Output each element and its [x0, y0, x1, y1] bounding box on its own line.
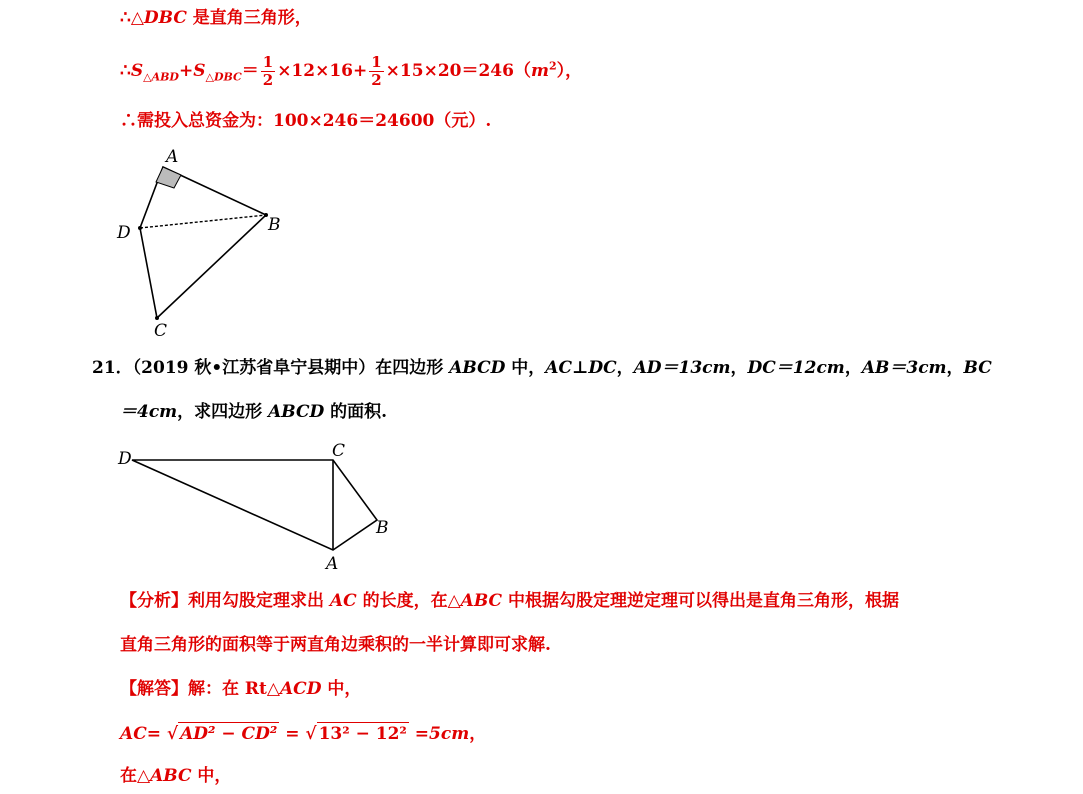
- var-abc: ABC: [150, 766, 192, 786]
- label-b: B: [268, 215, 281, 235]
- line2-end: ），: [556, 61, 583, 81]
- var-acd: ACD: [279, 679, 322, 699]
- analysis-text-2: 的长度，在△: [356, 591, 461, 611]
- problem-source: （2019 秋•江苏省阜宁县期中）: [132, 358, 376, 378]
- sqrt-expression-1: √ AD² − CD²: [166, 724, 278, 744]
- sqrt-expression-2: √ 13² − 12²: [305, 724, 407, 744]
- line1-suffix: 是直角三角形，: [186, 8, 312, 28]
- formula-equals-2: =: [285, 724, 300, 744]
- label-c: C: [154, 321, 168, 340]
- cond-bc: BC: [963, 358, 992, 378]
- figure1-outline: [140, 167, 266, 318]
- answer-line-1: [120, 678, 361, 700]
- formula-result: =5cm: [414, 724, 470, 744]
- radicand-2: 13² − 12²: [318, 724, 407, 744]
- point-c: [155, 316, 159, 320]
- answer-formula-line: [120, 722, 486, 745]
- analysis-text-4: 直角三角形的面积等于两直角边乘积的一半计算即可求解.: [120, 635, 551, 655]
- fraction-half-2: [369, 54, 383, 89]
- answer-text-1: 解：在 Rt△: [188, 679, 280, 699]
- var-abcd: ABCD: [268, 402, 325, 422]
- fraction-half-1: [261, 54, 275, 89]
- problem-question-end: 的面积.: [324, 402, 388, 422]
- sep: ，: [616, 358, 634, 378]
- analysis-line-1: [120, 590, 899, 612]
- area-s2: S: [193, 61, 206, 81]
- unit-m: m: [530, 61, 549, 81]
- problem-21-line-2: [120, 401, 387, 423]
- label-d: D: [117, 223, 131, 243]
- formula-ac: AC: [120, 724, 147, 744]
- formula-equals: =: [146, 724, 161, 744]
- area-s1-sub: △ABD: [143, 70, 179, 84]
- total-funds-line: ∴需投入总资金为：100×246＝24600（元）.: [120, 111, 492, 131]
- equals-sign: ＝: [241, 61, 259, 81]
- unit-exponent: 2: [548, 59, 557, 73]
- problem-question-text: ，求四边形: [177, 402, 269, 422]
- label-c: C: [332, 441, 346, 461]
- answer-line-3: [120, 765, 231, 787]
- problem-text-b: 中，: [505, 358, 546, 378]
- label-b: B: [376, 518, 389, 538]
- problem-text-a: 在四边形: [375, 358, 450, 378]
- therefore-triangle: ∴△: [120, 8, 144, 28]
- area-s2-sub: △DBC: [205, 70, 242, 84]
- figure-quadrilateral-2: [110, 438, 400, 573]
- solution-line-3: [120, 110, 491, 132]
- therefore-symbol: ∴: [120, 61, 131, 81]
- label-a: A: [326, 554, 339, 573]
- point-d: [138, 226, 142, 230]
- var-abcd: ABCD: [449, 358, 506, 378]
- answer-text-2: 中，: [321, 679, 362, 699]
- answer-tag: 【解答】: [120, 679, 188, 699]
- cond-dc: DC＝12cm: [747, 358, 845, 378]
- cond-ab: AB＝3cm: [861, 358, 947, 378]
- figure2-outline: [132, 460, 377, 550]
- radicand-1: AD² − CD²: [180, 724, 278, 744]
- sep: ，: [946, 358, 964, 378]
- var-abc: ABC: [460, 591, 503, 611]
- figure1-diagonal-db: [140, 215, 266, 228]
- analysis-line-2: [120, 634, 551, 656]
- solution-line-1: [120, 7, 312, 29]
- answer-line3-prefix: 在△: [120, 766, 151, 786]
- fraction-denominator: 2: [371, 71, 382, 89]
- fraction-numerator: 1: [371, 53, 382, 71]
- cond-ad: AD＝13cm: [633, 358, 731, 378]
- sep: ，: [730, 358, 748, 378]
- right-angle-mark: [156, 167, 181, 188]
- solution-line-2: [120, 54, 582, 89]
- sep: ，: [844, 358, 862, 378]
- plus-sign: +: [178, 61, 194, 81]
- fraction-numerator: 1: [262, 53, 274, 71]
- analysis-tag: 【分析】: [120, 591, 188, 611]
- problem-number: 21．: [92, 358, 133, 378]
- problem-21-line-1: [92, 357, 992, 379]
- answer-line3-suffix: 中，: [191, 766, 232, 786]
- analysis-text-3: 中根据勾股定理逆定理可以得出是直角三角形，根据: [502, 591, 899, 611]
- cond-bc-value: ＝4cm: [120, 402, 178, 422]
- var-ac: AC: [329, 591, 357, 611]
- formula-comma: ，: [469, 724, 487, 744]
- area-s1: S: [130, 61, 144, 81]
- label-d: D: [118, 449, 132, 469]
- label-a: A: [166, 147, 179, 167]
- line2-mid2: ×15×20＝246（: [385, 61, 531, 81]
- analysis-text-1: 利用勾股定理求出: [188, 591, 330, 611]
- fraction-denominator: 2: [262, 71, 274, 89]
- line2-mid1: ×12×16+: [277, 61, 368, 81]
- figure-quadrilateral-1: [110, 140, 300, 340]
- var-dbc: DBC: [143, 8, 187, 28]
- cond-ac-perp-dc: AC⊥DC: [545, 358, 617, 378]
